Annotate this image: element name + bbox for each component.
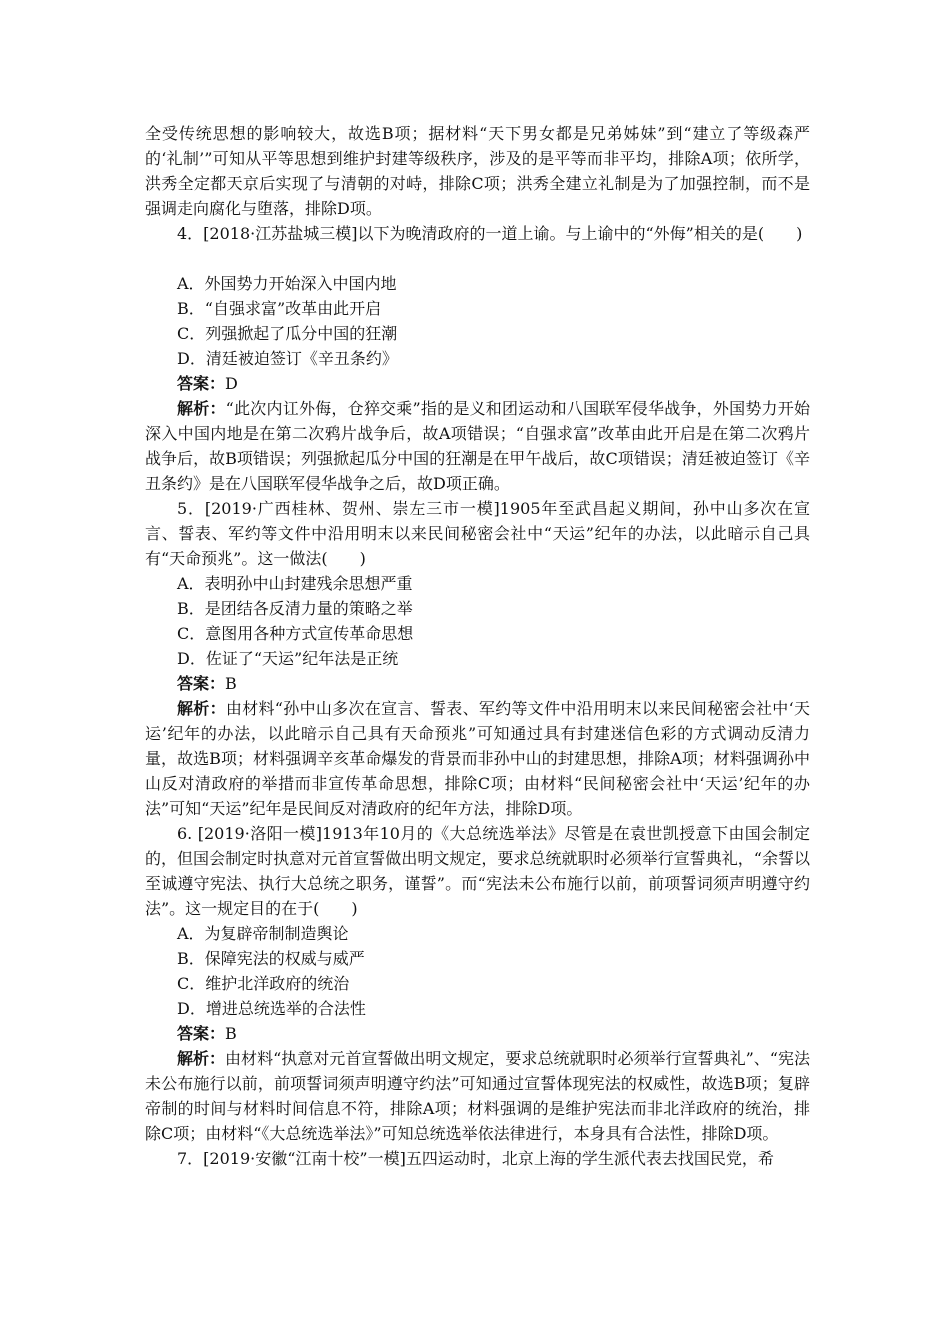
question-6-answer: [145, 1021, 810, 1046]
answer-label: 答案：: [177, 374, 226, 393]
analysis-label: 解析：: [177, 399, 226, 418]
answer-value: D: [225, 374, 238, 393]
question-4-option-c: C．列强掀起了瓜分中国的狂潮: [177, 324, 398, 343]
answer-label: 答案：: [177, 1024, 226, 1043]
analysis-text: “此次内讧外侮，仓猝交乘”指的是义和团运动和八国联军侵华战争，外国势力开始深入中国内地是在第二次鸦片战争后，故A项错误；“自强求富”改革由此开启是在第二次鸦片战争后，故B项错误；列强掀起瓜分中国的狂潮是在甲午战后，故C项错误；清廷被迫签订《辛丑条约》是在八国联军侵华战争之后，故D项正确。: [145, 399, 810, 493]
question-4-option-a: A．外国势力开始深入中国内地: [177, 274, 397, 293]
question-4-option-d: D．清廷被迫签订《辛丑条约》: [177, 349, 398, 368]
question-4-stem: 4．[2018·江苏盐城三模]以下为晚清政府的一道上谕。与上谕中的“外侮”相关的是( ): [177, 224, 803, 243]
question-5-analysis: [145, 696, 810, 821]
question-5-answer: [145, 671, 810, 696]
question-7-stem: 7．[2019·安徽“江南十校”一模]五四运动时，北京上海的学生派代表去找国民党，希: [177, 1149, 774, 1168]
question-4-image-gap: [145, 246, 810, 271]
question-5-option-a: A．表明孙中山封建残余思想严重: [177, 574, 413, 593]
analysis-label: 解析：: [177, 699, 226, 718]
question-6-option-a: A．为复辟帝制制造舆论: [177, 924, 349, 943]
question-6-analysis: [145, 1046, 810, 1146]
analysis-label: 解析：: [177, 1049, 226, 1068]
question-5-stem: 5．[2019·广西桂林、贺州、崇左三市一模]1905年至武昌起义期间，孙中山多次在宣言、誓表、军约等文件中沿用明末以来民间秘密会社中“天运”纪年的办法，以此暗示自己具有“天命预兆”。这一做法( ): [145, 499, 810, 568]
question-5-option-b: B．是团结各反清力量的策略之举: [177, 599, 413, 618]
question-5-option-c: C．意图用各种方式宣传革命思想: [177, 624, 414, 643]
question-6-option-c: C．维护北洋政府的统治: [177, 974, 350, 993]
question-6-option-b: B．保障宪法的权威与威严: [177, 949, 365, 968]
analysis-text: 由材料“执意对元首宣誓做出明文规定，要求总统就职时必须举行宣誓典礼”、“宪法未公布施行以前，前项誓词须声明遵守约法”可知通过宣誓体现宪法的权威性，故选B项；复辟帝制的时间与材料时间信息不符，排除A项；材料强调的是维护宪法而非北洋政府的统治，排除C项；由材料“《大总统选举法》”可知总统选举依法律进行，本身具有合法性，排除D项。: [145, 1049, 810, 1143]
answer-value: B: [225, 674, 237, 693]
question-5-option-d: D．佐证了“天运”纪年法是正统: [177, 649, 399, 668]
answer-value: B: [225, 1024, 237, 1043]
answer-label: 答案：: [177, 674, 226, 693]
question-4-option-b: B．“自强求富”改革由此开启: [177, 299, 382, 318]
previous-analysis-tail: 全受传统思想的影响较大，故选B项；据材料“天下男女都是兄弟姊妹”到“建立了等级森严的‘礼制’”可知从平等思想到维护封建等级秩序，涉及的是平等而非平均，排除A项；依所学，洪秀全定都天京后实现了与清朝的对峙，排除C项；洪秀全建立礼制是为了加强控制，而不是强调走向腐化与堕落，排除D项。: [145, 124, 810, 218]
question-6-stem: 6. [2019·洛阳一模]1913年10月的《大总统选举法》尽管是在袁世凯授意下由国会制定的，但国会制定时执意对元首宣誓做出明文规定，要求总统就职时必须举行宣誓典礼，“余誓以至诚遵守宪法、执行大总统之职务，谨誓”。而“宪法未公布施行以前，前项誓词须声明遵守约法”。这一规定目的在于( ): [145, 824, 810, 918]
question-4-analysis: [145, 396, 810, 496]
analysis-text: 由材料“孙中山多次在宣言、誓表、军约等文件中沿用明末以来民间秘密会社中‘天运’纪年的办法，以此暗示自己具有天命预兆”可知通过具有封建迷信色彩的方式调动反清力量，故选B项；材料强调辛亥革命爆发的背景而非孙中山的封建思想，排除A项；材料强调孙中山反对清政府的举措而非宣传革命思想，排除C项；由材料“民间秘密会社中‘天运’纪年的办法”可知“天运”纪年是民间反对清政府的纪年方法，排除D项。: [145, 699, 810, 818]
document-page: [145, 121, 810, 1171]
question-6-option-d: D．增进总统选举的合法性: [177, 999, 366, 1018]
question-4-answer: [145, 371, 810, 396]
